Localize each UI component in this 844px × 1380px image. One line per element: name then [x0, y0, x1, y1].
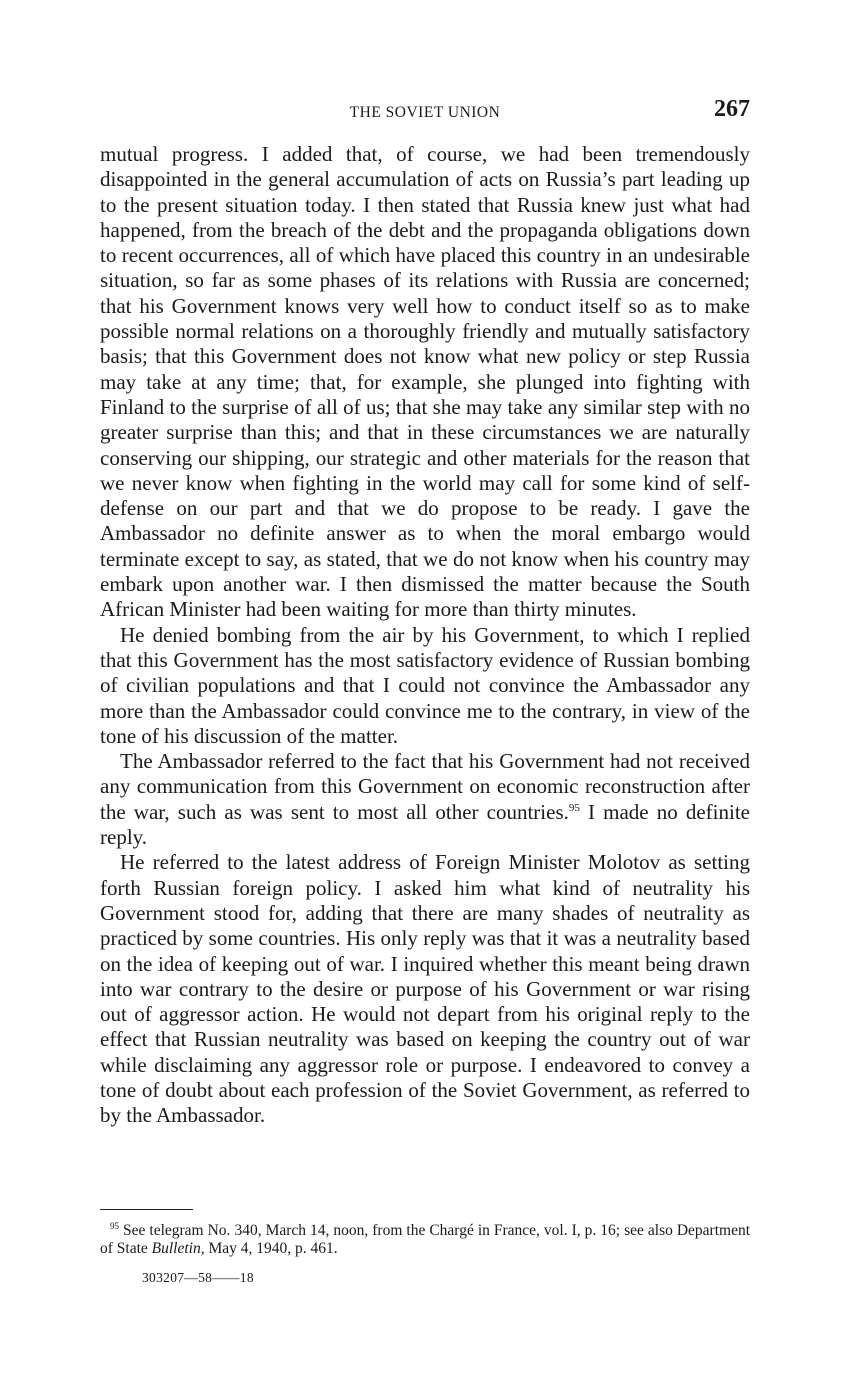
footnote	[100, 1222, 750, 1258]
paragraph-3-text: The Ambassador referred to the fact that his Government had not received any communication from this Government on economic reconstruction after the war, such as was sent to most all other countries.	[100, 749, 750, 824]
print-code: 303207—58——18	[142, 1270, 254, 1285]
footnote-rule	[100, 1209, 193, 1210]
paragraph-1	[100, 142, 750, 623]
footnote-text-after: , May 4, 1940, p. 461.	[200, 1240, 338, 1257]
paragraph-3-text-after: I made no definite reply.	[100, 799, 751, 850]
paragraph-1-text: mutual progress. I added that, of course, we had been tremendously disappointed in the general accumulation of acts on Russia’s part leading up to the present situation today. I then stated that Russia knew just what had happened, from the breach of the debt and the propaganda obligations down to recent occurrences, all of which have placed this country in an undesirable situation, so far as some phases of its relations with Russia are concerned; that his Government knows very well how to conduct itself so as to make possible normal relations on a thoroughly friendly and mutually satisfactory basis; that this Government does not know what new policy or step Russia may take at any time; that, for example, she plunged into fighting with Finland to the surprise of all of us; that she may take any similar step with no greater surprise than this; and that in these circumstances we are naturally conserving our shipping, our strategic and other materials for the reason that we never know when fighting in the world may call for some kind of self-defense on our part and that we do propose to be ready. I gave the Ambassador no definite answer as to when the moral embargo would terminate except to say, as stated, that we do not know when his country may embark upon another war. I then dismissed the matter because the South African Minister had been waiting for more than thirty minutes.	[100, 142, 750, 622]
paragraph-4-text: He referred to the latest address of Foreign Minister Molotov as setting forth Russian foreign policy. I asked him what kind of neutrality his Government stood for, adding that there are many shades of neutrality as practiced by some countries. His only reply was that it was a neutrality based on the idea of keeping out of war. I inquired whether this meant being drawn into war contrary to the desire or purpose of his Government or war rising out of aggressor action. He would not depart from his original reply to the effect that Russian neutrality was based on keeping the country out of war while disclaiming any aggressor role or purpose. I endeavored to convey a tone of doubt about each profession of the Soviet Government, as referred to by the Ambassador.	[100, 850, 750, 1128]
body-text	[100, 142, 750, 1129]
paragraph-2	[100, 623, 750, 749]
footnote-publication: Bulletin	[151, 1240, 201, 1257]
footnote-reference: 95	[568, 801, 580, 814]
footnote-text: See telegram No. 340, March 14, noon, from the Chargé in France, vol. I, p. 16; see also Department of State	[100, 1222, 751, 1257]
paragraph-3	[100, 749, 750, 850]
paragraph-2-text: He denied bombing from the air by his Government, to which I replied that this Government has the most satisfactory evidence of Russian bombing of civilian populations and that I could not convince the Ambassador any more than the Ambassador could convince me to the contrary, in view of the tone of his discussion of the matter.	[100, 622, 750, 748]
paragraph-4	[100, 850, 750, 1128]
page-number: 267	[714, 96, 750, 122]
footnote-marker: 95	[110, 1220, 119, 1231]
running-head	[100, 96, 750, 126]
running-title: THE SOVIET UNION	[349, 104, 501, 121]
